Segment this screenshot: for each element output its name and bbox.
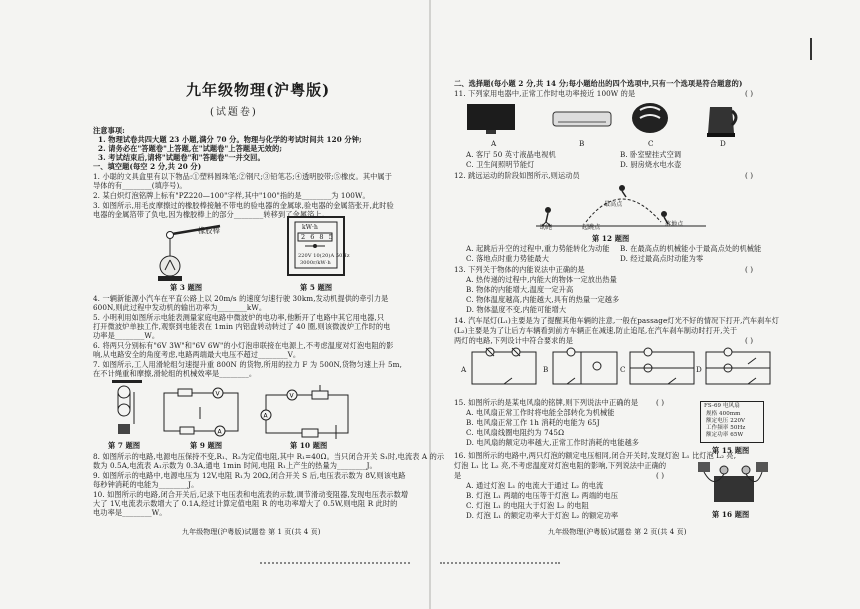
jump-label-runup: 助跑 xyxy=(540,224,553,231)
q13-option-a: A. 热传递的过程中,内能大的物体一定放出热量 xyxy=(466,275,617,284)
q16-option-c: C. 灯泡 L₁ 的电阻大于灯泡 L₂ 的电阻 xyxy=(466,501,589,510)
note-3: 3. 考试结束后,请将"试题卷"和"答题卷"一并交回。 xyxy=(98,153,265,162)
nameplate-model: FS-69 电风扇 xyxy=(704,403,740,409)
q9-line-2: 每秒钟消耗的电能为________J。 xyxy=(93,480,199,489)
q16-paren: ( ) xyxy=(656,471,665,480)
note-2: 2. 请务必在"答题卷"上答题,在"试题卷"上答题是无效的; xyxy=(98,144,283,153)
pulley-figure xyxy=(112,380,142,442)
light-bulb-image xyxy=(630,100,670,142)
q3-line-2: 电器的金属箔带了负电,因为橡胶棒上的部分________转移到了金属箔上。 xyxy=(93,210,329,219)
q14-circuit-c xyxy=(628,348,698,392)
q5-line-1: 5. 小明利用如图所示电能表测量家庭电路中微波炉的电功率,他断开了电路中其它用电器,只 xyxy=(93,313,385,322)
q11-label-c: C xyxy=(648,139,654,148)
q12-option-d: D. 经过最高点时动能为零 xyxy=(620,254,704,263)
q5-line-3: 功率是________W。 xyxy=(93,331,160,340)
q10-line-3: 电功率是________W。 xyxy=(93,508,167,517)
jump-label-landing: 落地点 xyxy=(665,221,684,228)
q5-line-2: 打开微波炉单独工作,观察到电能表在 1min 内铝盘转动转过了 40 圈,则该微波炉工作时的电 xyxy=(93,322,391,331)
fig5-caption: 第 5 题图 xyxy=(300,283,333,292)
q15-option-c: C. 电风扇线圈电阻约为 745Ω xyxy=(466,428,565,437)
left-footer: 九年级物理(沪粤版)试题卷 第 1 页(共 4 页) xyxy=(182,528,321,536)
jump-label-takeoff: 起跳点 xyxy=(582,224,601,231)
q12-paren: ( ) xyxy=(745,171,754,180)
meter-constant: 3000r/kW·h xyxy=(300,260,331,266)
q13-option-d: D. 物体温度不变,内能可能增大 xyxy=(466,305,567,314)
section-1-heading: 一、填空题(每空 2 分,共 20 分) xyxy=(93,162,202,171)
svg-text:A: A xyxy=(263,412,268,420)
edge-mark xyxy=(810,38,812,60)
q10-line-1: 10. 如图所示的电路,闭合开关后,记录下电压表和电流表的示数,调节滑动变阻器,发现电压表示数增 xyxy=(93,490,409,499)
meter-rating: 220V 10(20)A 50Hz xyxy=(298,253,350,259)
scan-dots-left xyxy=(260,562,410,570)
q13-option-b: B. 物体的内能增大,温度一定升高 xyxy=(466,285,574,294)
q16-line-3: 是 xyxy=(454,471,462,480)
fig9-caption: 第 9 题图 xyxy=(190,441,223,450)
q3-line-1: 3. 如图所示,用毛皮摩擦过的橡胶棒接触不带电的验电器的金属球,验电器的金属箔张开,此时验 xyxy=(93,201,394,210)
kettle-image xyxy=(704,99,740,143)
q14-line-2: (L₂)主要是为了让后方车辆看到前方车辆正在减速,防止追尾,在汽车刹车制动时打开,关于 xyxy=(454,326,738,335)
q6-line-1: 6. 将两只分别标有"6V 3W"和"6V 6W"的小灯泡串联接在电源上,不考虑温度对灯泡电阻的影 xyxy=(93,341,394,350)
q14-circuit-d xyxy=(704,348,774,392)
q16-line-2: 灯泡 L₁ 比 L₂ 亮,不考虑温度对灯泡电阻的影响,下列说法中正确的 xyxy=(454,461,667,470)
q4-line-2: 600N,则此过程中发动机的输出功率为________kW。 xyxy=(93,303,267,312)
circuit-figure-9 xyxy=(160,385,242,441)
q4-line-1: 4. 一辆新能源小汽车在平直公路上以 20m/s 的速度匀速行驶 30km,发动机提供的牵引力是 xyxy=(93,294,389,303)
jump-label-highest: 最高点 xyxy=(604,201,623,208)
svg-text:A: A xyxy=(217,428,222,436)
q14-label-b: B xyxy=(543,365,549,374)
q11-option-b: B. 卧室壁挂式空调 xyxy=(620,150,682,159)
q13-paren: ( ) xyxy=(745,265,754,274)
q15-paren: ( ) xyxy=(656,398,665,407)
fig16-caption: 第 16 题图 xyxy=(712,510,750,519)
q8-line-2: 数为 0.5A,电流表 A₁示数为 0.3A,通电 1min 时间,电阻 R₁上产生的热量为________J。 xyxy=(93,461,377,470)
section-2-heading: 二、选择题(每小题 2 分,共 14 分;每小题给出的四个选项中,只有一个选项是符合题意的) xyxy=(454,79,743,88)
q12-option-a: A. 起跳后升空的过程中,重力势能转化为动能 xyxy=(466,244,610,253)
nameplate-voltage: 额定电压 220V xyxy=(706,418,746,424)
air-conditioner-image xyxy=(552,110,612,134)
q13: 13. 下列关于物体的内能说法中正确的是 xyxy=(454,265,585,274)
scan-dots-right xyxy=(440,562,560,570)
q15-option-d: D. 电风扇的额定功率越大,正常工作时消耗的电能越多 xyxy=(466,438,640,447)
q15-option-a: A. 电风扇正常工作时将电能全部转化为机械能 xyxy=(466,408,615,417)
q12-option-c: C. 落地点时重力势能最大 xyxy=(466,254,549,263)
meter-reading: 2 6 8 5 xyxy=(301,233,335,241)
q11-paren: ( ) xyxy=(745,89,754,98)
q12: 12. 跳远运动的阶段如图所示,则运动员 xyxy=(454,171,580,180)
rubber-rod-label: 橡胶棒 xyxy=(198,226,220,235)
nameplate-frequency: 工作频率 50Hz xyxy=(706,425,746,431)
q2: 2. 某白炽灯泡铭牌上标有"PZ220—100"字样,其中"100"指的是________为 100W。 xyxy=(93,191,370,200)
page-fold xyxy=(429,0,431,609)
q14-label-c: C xyxy=(620,365,626,374)
q11-option-d: D. 厨房烧水电水壶 xyxy=(620,160,682,169)
paper-subtitle: (试题卷) xyxy=(210,107,258,118)
q11-label-d: D xyxy=(720,139,726,148)
q16-line-1: 16. 如图所示的电路中,两只灯泡的额定电压相同,闭合开关时,发现灯泡 L₁ 比灯泡 L₂ 亮, xyxy=(454,451,737,460)
q11-label-b: B xyxy=(579,139,585,148)
q1-line-1: 1. 小聪的文具盒里有以下物品:①塑料圆珠笔;②钢尺;③铅笔芯;④透明胶带;⑤橡皮。其中属于 xyxy=(93,172,392,181)
circuit-figure-10 xyxy=(262,385,354,444)
q14-line-1: 14. 汽车尾灯(L₁)主要是为了提醒其他车辆的注意,一般在passage灯光不好的情况下打开,汽车刹车灯 xyxy=(454,316,780,325)
q16-option-d: D. 灯泡 L₁ 的额定功率大于灯泡 L₂ 的额定功率 xyxy=(466,511,619,520)
q8-line-1: 8. 如图所示的电路,电源电压保持不变,R₁、R₂为定值电阻,其中 R₁=40Ω。当只闭合开关 S₁时,电流表 A 的示 xyxy=(93,452,445,461)
q16-option-a: A. 通过灯泡 L₁ 的电流大于通过 L₂ 的电流 xyxy=(466,481,604,490)
q10-line-2: 大了 1V,电流表示数增大了 0.1A,经过计算定值电阻 R 的电功率增大了 0.5W,则电阻 R 此时的 xyxy=(93,499,398,508)
q9-line-1: 9. 如图所示的电路中,电源电压为 12V,电阻 R₁为 20Ω,闭合开关 S 后,电压表示数为 8V,则该电路 xyxy=(93,471,406,480)
q12-option-b: B. 在最高点的机械能小于最高点处的机械能 xyxy=(620,244,762,253)
q16-circuit-figure xyxy=(694,460,774,512)
q11-label-a: A xyxy=(491,139,497,148)
paper-title: 九年级物理(沪粤版) xyxy=(186,81,331,99)
tv-image xyxy=(466,102,516,140)
notes-heading: 注意事项: xyxy=(93,126,125,135)
q14-label-d: D xyxy=(696,365,702,374)
q16-option-b: B. 灯泡 L₁ 两端的电压等于灯泡 L₂ 两端的电压 xyxy=(466,491,619,500)
q11-option-a: A. 客厅 50 英寸液晶电视机 xyxy=(466,150,556,159)
right-footer: 九年级物理(沪粤版)试题卷 第 2 页(共 4 页) xyxy=(548,528,687,536)
fig10-caption: 第 10 题图 xyxy=(290,441,328,450)
q11-option-c: C. 卫生间照明节能灯 xyxy=(466,160,535,169)
fig15-caption: 第 15 题图 xyxy=(712,446,750,455)
q14-circuit-b xyxy=(551,348,621,392)
q7-line-2: 在不计绳重和摩擦,滑轮组的机械效率是________。 xyxy=(93,369,257,378)
q6-line-2: 响,从电路安全的角度考虑,电路两端最大电压不超过________V。 xyxy=(93,350,301,359)
nameplate-power: 额定功率 65W xyxy=(706,432,744,438)
q14-paren: ( ) xyxy=(745,336,754,345)
q14-line-3: 两灯的电路,下列设计中符合要求的是 xyxy=(454,336,573,345)
fig3-caption: 第 3 题图 xyxy=(170,283,203,292)
fig7-caption: 第 7 题图 xyxy=(108,441,141,450)
q14-circuit-a xyxy=(470,348,540,392)
q11: 11. 下列家用电器中,正常工作时电功率接近 100W 的是 xyxy=(454,89,636,98)
q14-label-a: A xyxy=(461,365,467,374)
note-1: 1. 物理试卷共四大题 23 小题,满分 70 分。物理与化学的考试时间共 120 分钟; xyxy=(98,135,362,144)
q15-option-b: B. 电风扇正常工作 1h 消耗的电能为 65J xyxy=(466,418,600,427)
nameplate-size: 规格 400mm xyxy=(706,411,741,417)
q13-option-c: C. 物体温度越高,内能越大,具有的热量一定越多 xyxy=(466,295,620,304)
svg-text:V: V xyxy=(289,392,294,400)
fig12-caption: 第 12 题图 xyxy=(592,234,630,243)
meter-unit: kW·h xyxy=(302,224,318,231)
q15: 15. 如图所示的是某电风扇的铭牌,则下列说法中正确的是 xyxy=(454,398,639,407)
q1-line-2: 导体的有________(填序号)。 xyxy=(93,181,187,190)
q7-line-1: 7. 如图所示,工人用滑轮组匀速提升重 800N 的货物,所用的拉力 F 为 500N,货物匀速上升 5m, xyxy=(93,360,402,369)
svg-text:V: V xyxy=(215,390,220,398)
